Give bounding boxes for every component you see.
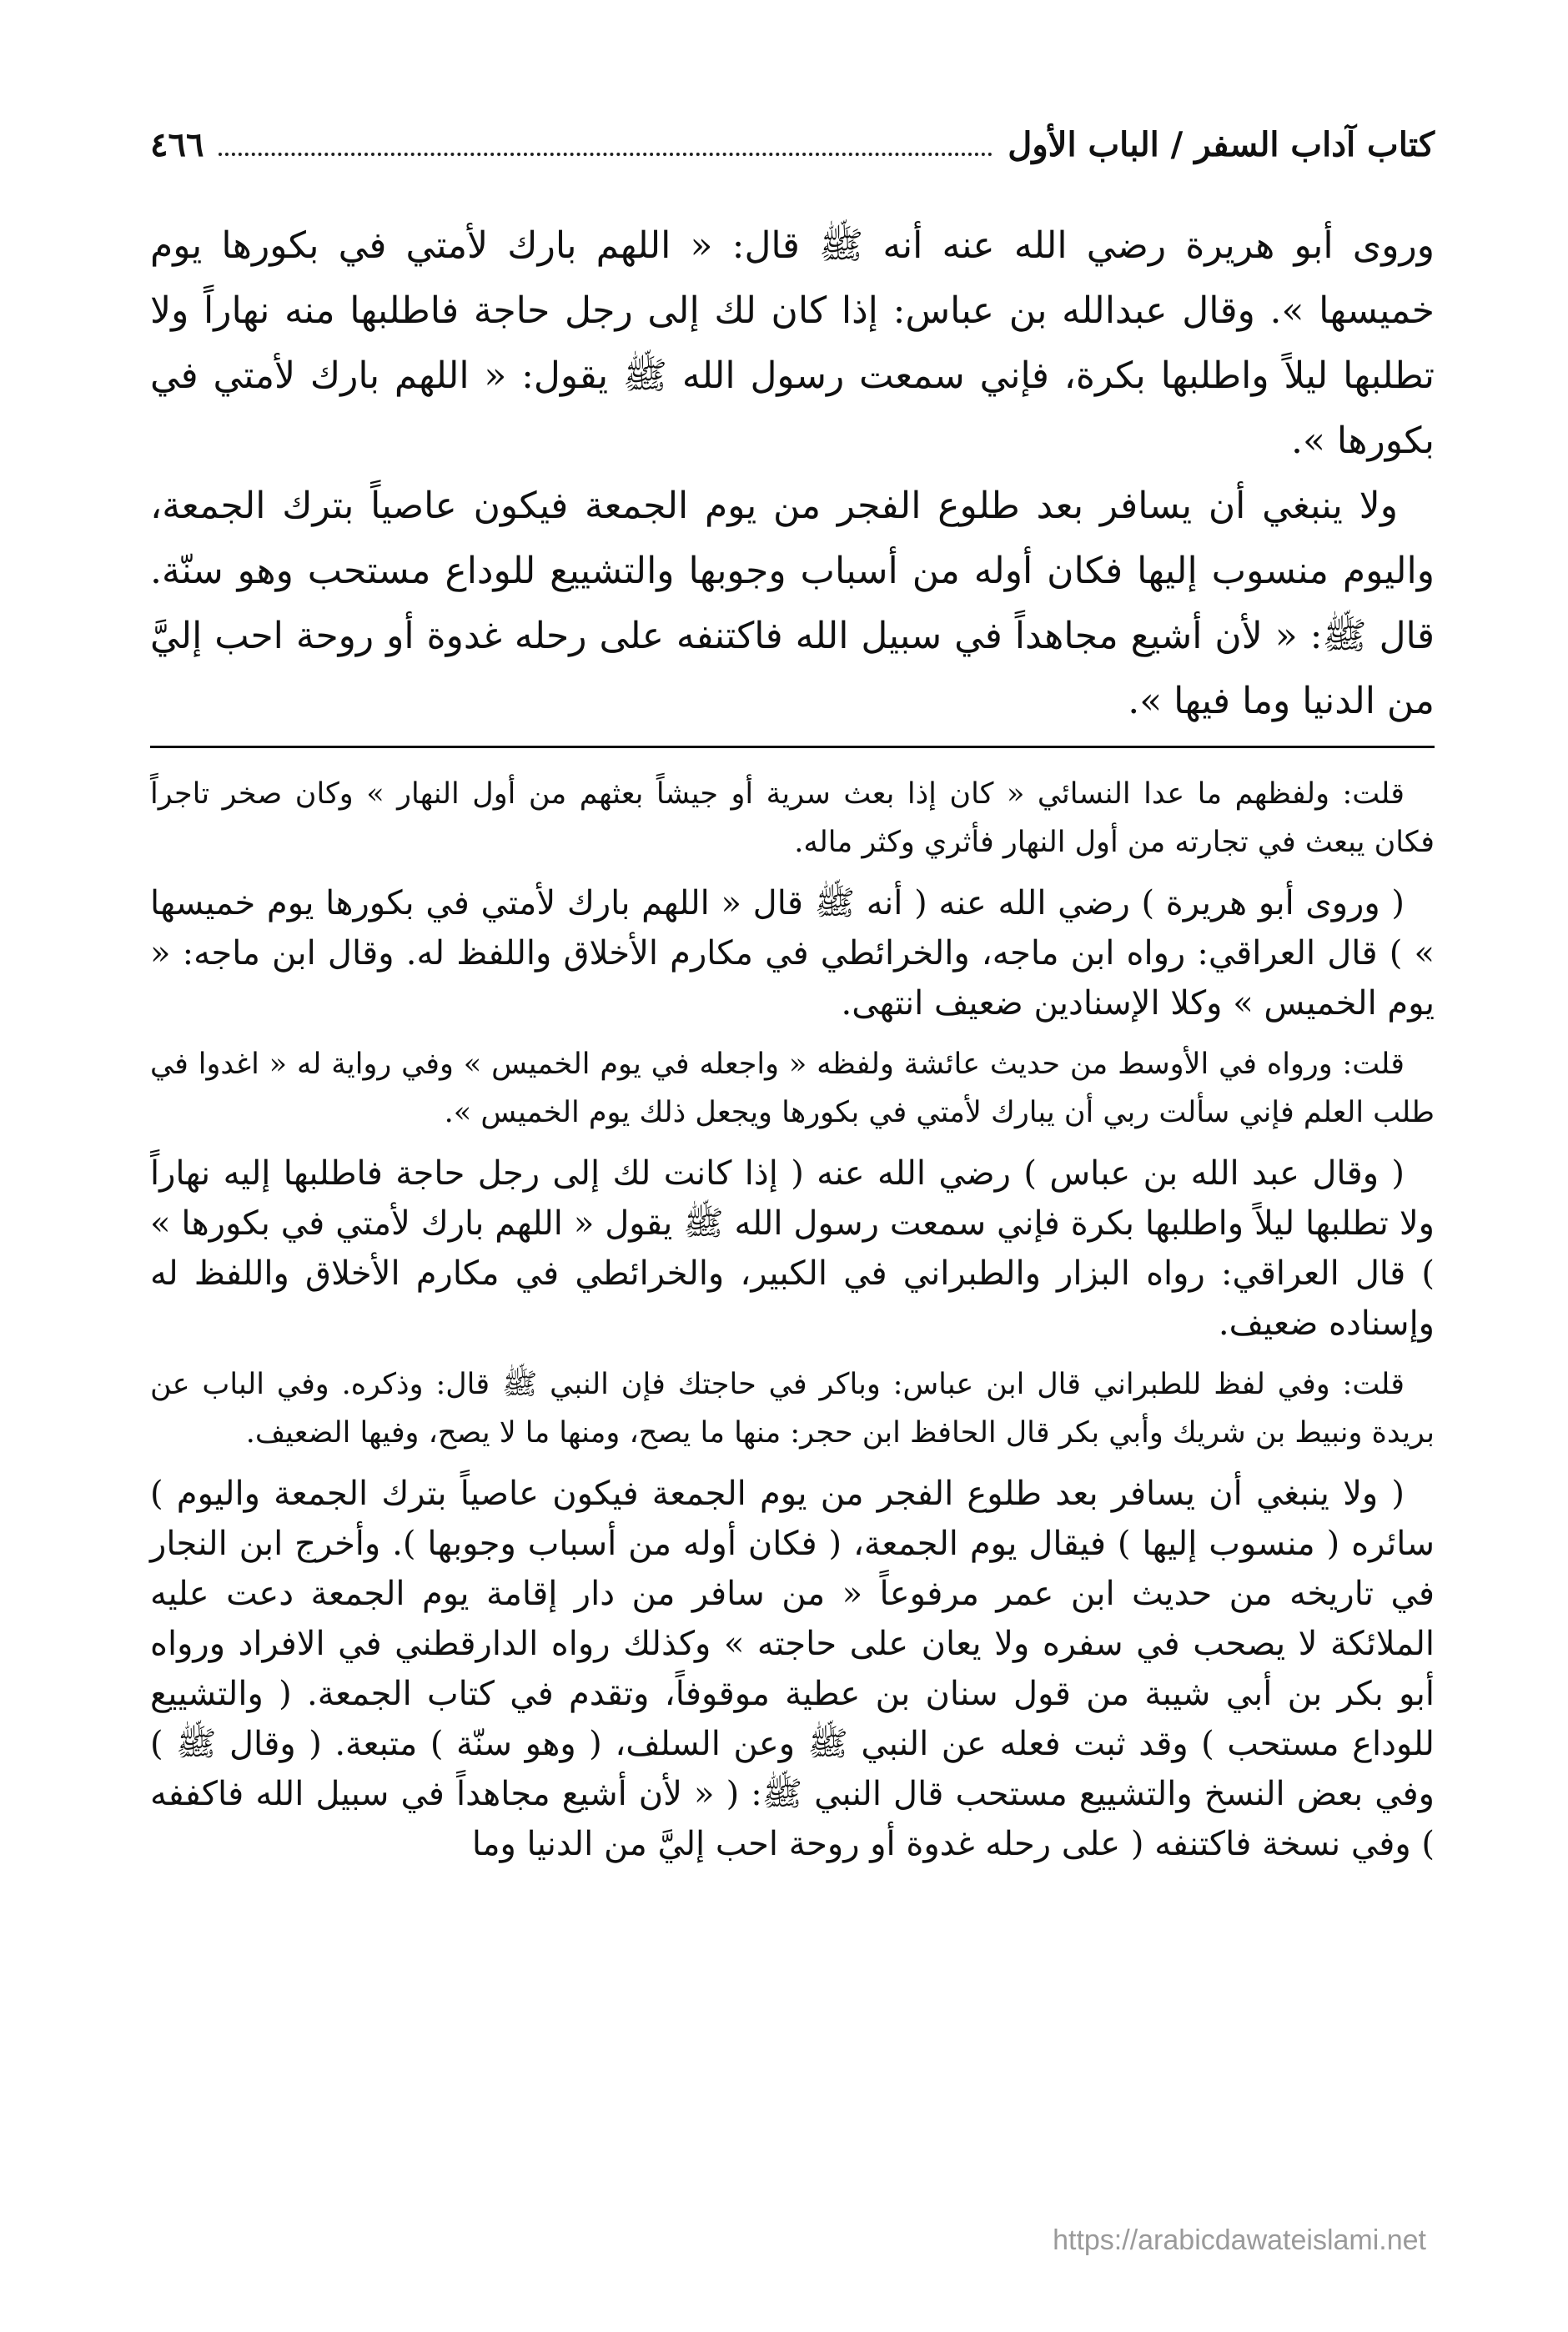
main-text bbox=[150, 214, 1435, 734]
commentary-paragraph: قلت: ورواه في الأوسط من حديث عائشة ولفظه « واجعله في يوم الخميس » وفي رواية له « اغدوا في طلب العلم فإني سألت ربي أن يبارك لأمتي في بكورها ويجعل ذلك يوم الخميس ». bbox=[150, 1048, 1435, 1129]
commentary-paragraph: قلت: وفي لفظ للطبراني قال ابن عباس: وباكر في حاجتك فإن النبي ﷺ قال: وذكره. وفي الباب عن بريدة ونبيط بن شريك وأبي بكر قال الحافظ ابن حجر: منها ما يصح، ومنها ما لا يصح، وفيها الضعيف. bbox=[150, 1368, 1435, 1450]
running-header bbox=[150, 125, 1435, 175]
watermark-url: https://arabicdawateislami.net bbox=[1053, 2224, 1426, 2256]
page-number: ٤٦٦ bbox=[150, 125, 204, 164]
main-paragraph: وروى أبو هريرة رضي الله عنه أنه ﷺ قال: « اللهم بارك لأمتي في بكورها يوم خميسها ». وقال عبدالله بن عباس: إذا كان لك إلى رجل حاجة فاطلبها منه نهاراً ولا تطلبها ليلاً واطلبها بكرة، فإني سمعت رسول الله ﷺ يقول: « اللهم بارك لأمتي في بكورها ». bbox=[150, 224, 1435, 462]
header-title: كتاب آداب السفر / الباب الأول bbox=[1008, 125, 1435, 164]
header-leader-dots bbox=[219, 153, 993, 156]
commentary-paragraph: ( وقال عبد الله بن عباس ) رضي الله عنه ( إذا كانت لك إلى رجل حاجة فاطلبها إليه نهاراً ولا تطلبها ليلاً واطلبها بكرة فإني سمعت رسول الله ﷺ يقول « اللهم بارك لأمتي في بكورها » ) قال العراقي: رواه البزار والطبراني في الكبير، والخرائطي في مكارم الأخلاق واللفظ له وإسناده ضعيف. bbox=[150, 1154, 1435, 1343]
commentary-paragraph: قلت: ولفظهم ما عدا النسائي « كان إذا بعث سرية أو جيشاً بعثهم من أول النهار » وكان صخر تاجراً فكان يبعث في تجارته من أول النهار فأثري وكثر ماله. bbox=[150, 777, 1435, 859]
document-page bbox=[150, 125, 1435, 1881]
footnote-divider bbox=[150, 746, 1435, 748]
commentary-paragraph: ( وروى أبو هريرة ) رضي الله عنه ( أنه ﷺ قال « اللهم بارك لأمتي في بكورها يوم خميسها » ) قال العراقي: رواه ابن ماجه، والخرائطي في مكارم الأخلاق واللفظ له. وقال ابن ماجه: « يوم الخميس » وكلا الإسنادين ضعيف انتهى. bbox=[150, 884, 1435, 1023]
commentary-paragraph: ( ولا ينبغي أن يسافر بعد طلوع الفجر من يوم الجمعة فيكون عاصياً بترك الجمعة واليوم ) سائره ( منسوب إليها ) فيقال يوم الجمعة، ( فكان أوله من أسباب وجوبها ). وأخرج ابن النجار في تاريخه من حديث ابن عمر مرفوعاً « من سافر من دار إقامة يوم الجمعة دعت عليه الملائكة لا يصحب في سفره ولا يعان على حاجته » وكذلك رواه الدارقطني في الافراد ورواه أبو بكر بن أبي شيبة من قول سنان بن عطية موقوفاً، وتقدم في كتاب الجمعة. ( والتشييع للوداع مستحب ) وقد ثبت فعله عن النبي ﷺ وعن السلف، ( وهو سنّة ) متبعة. ( وقال ﷺ ) وفي بعض النسخ والتشييع مستحب قال النبي ﷺ: ( « لأن أشيع مجاهداً في سبيل الله فاكففه ) وفي نسخة فاكتنفه ( على رحله غدوة أو روحة احب إليَّ من الدنيا وما bbox=[150, 1475, 1435, 1863]
commentary-section bbox=[150, 770, 1435, 1869]
main-paragraph: ولا ينبغي أن يسافر بعد طلوع الفجر من يوم الجمعة فيكون عاصياً بترك الجمعة، واليوم منسوب إليها فكان أوله من أسباب وجوبها والتشييع للوداع مستحب وهو سنّة. قال ﷺ: « لأن أشيع مجاهداً في سبيل الله فاكتنفه على رحله غدوة أو روحة احب إليَّ من الدنيا وما فيها ». bbox=[150, 485, 1435, 722]
